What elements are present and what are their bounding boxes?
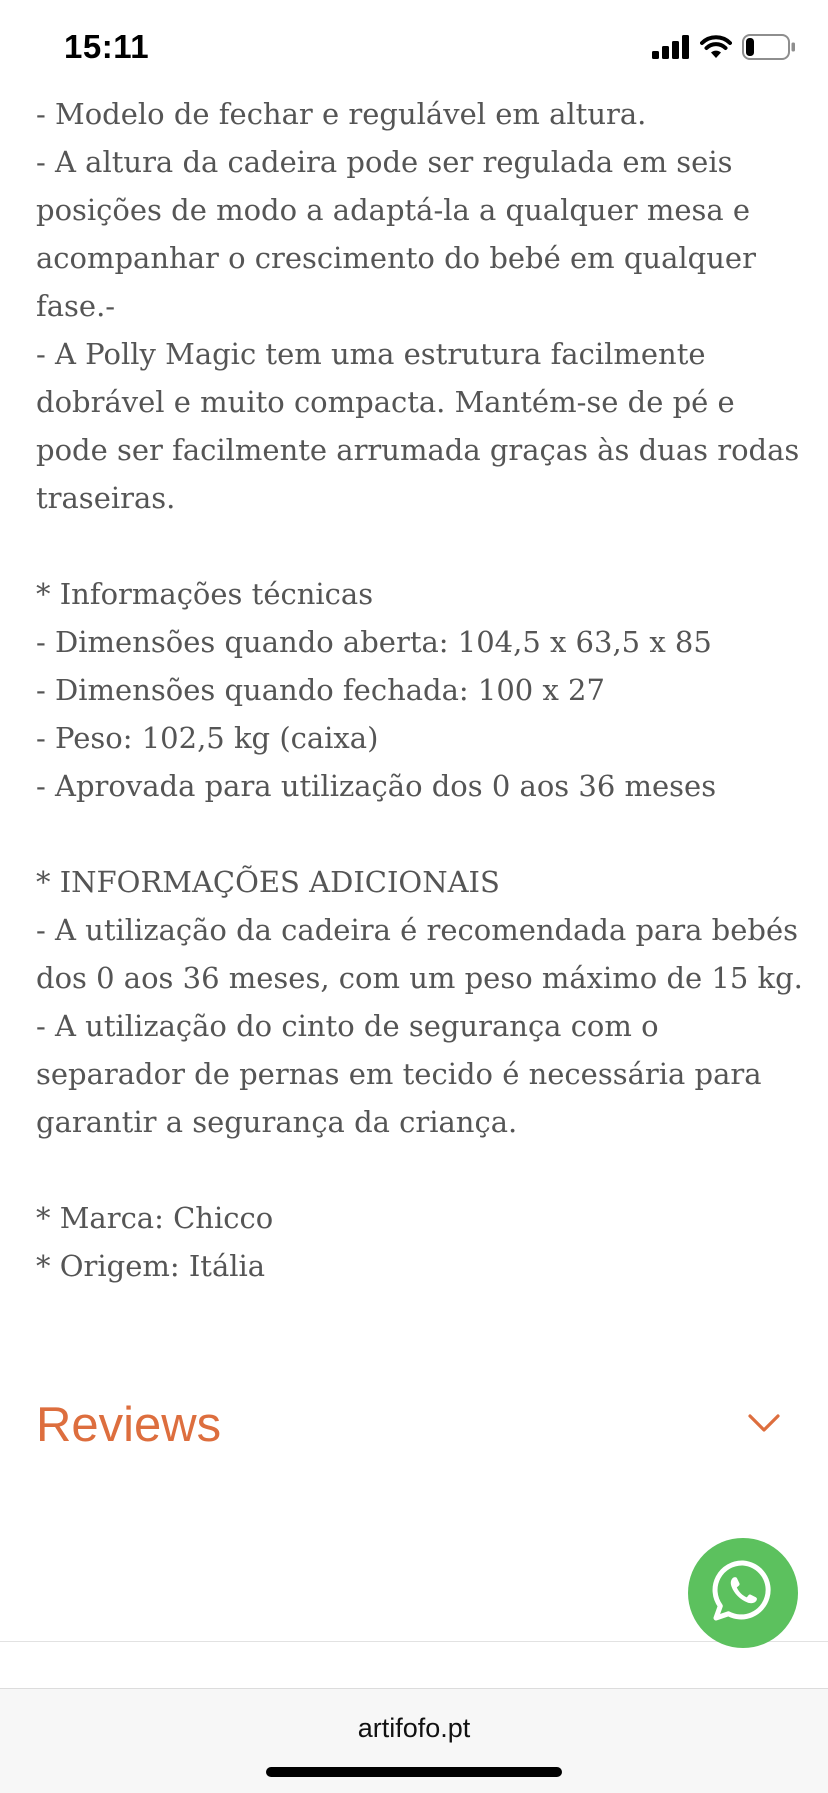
- wifi-icon: [700, 35, 732, 63]
- divider: [0, 1641, 828, 1642]
- home-indicator[interactable]: [266, 1767, 562, 1777]
- technical-info-line: - Peso: 102,5 kg (caixa): [36, 721, 379, 755]
- cellular-signal-icon: [652, 35, 690, 63]
- description-line: pode ser facilmente arrumada graças às duas rodas: [36, 433, 800, 467]
- chevron-down-icon: [747, 1412, 781, 1438]
- whatsapp-icon: [709, 1557, 777, 1629]
- technical-info-line: - Dimensões quando aberta: 104,5 x 63,5 x 85: [36, 625, 712, 659]
- status-bar: [0, 0, 828, 96]
- brand-line: * Marca: Chicco: [36, 1201, 274, 1235]
- additional-info-line: - A utilização do cinto de segurança com o: [36, 1009, 659, 1043]
- technical-info-line: - Aprovada para utilização dos 0 aos 36 meses: [36, 769, 717, 803]
- description-line: posições de modo a adaptá-la a qualquer mesa e: [36, 193, 751, 227]
- description-line: - A Polly Magic tem uma estrutura facilmente: [36, 337, 706, 371]
- additional-info-line: - A utilização da cadeira é recomendada para bebés: [36, 913, 799, 947]
- reviews-accordion-toggle[interactable]: [36, 1392, 781, 1458]
- technical-info-line: - Dimensões quando fechada: 100 x 27: [36, 673, 605, 707]
- product-description: [36, 90, 803, 1290]
- description-line: fase.-: [36, 289, 116, 323]
- whatsapp-button[interactable]: [688, 1538, 798, 1648]
- origin-line: * Origem: Itália: [36, 1249, 266, 1283]
- description-line: - A altura da cadeira pode ser regulada em seis: [36, 145, 733, 179]
- additional-info-heading: * INFORMAÇÕES ADICIONAIS: [36, 865, 500, 899]
- battery-icon: [742, 34, 796, 64]
- technical-info-heading: * Informações técnicas: [36, 577, 374, 611]
- reviews-title: Reviews: [36, 1398, 222, 1452]
- browser-url[interactable]: artifofo.pt: [357, 1713, 471, 1743]
- browser-bottom-bar: [0, 1688, 828, 1793]
- description-line: traseiras.: [36, 481, 176, 515]
- description-line: dobrável e muito compacta. Mantém-se de pé e: [36, 385, 735, 419]
- additional-info-line: separador de pernas em tecido é necessária para: [36, 1057, 762, 1091]
- description-line: acompanhar o crescimento do bebé em qualquer: [36, 241, 756, 275]
- description-line: - Modelo de fechar e regulável em altura.: [36, 97, 647, 131]
- additional-info-line: garantir a segurança da criança.: [36, 1105, 518, 1139]
- status-time: 15:11: [64, 28, 150, 65]
- status-icons: [652, 34, 796, 64]
- additional-info-line: dos 0 aos 36 meses, com um peso máximo de 15 kg.: [36, 961, 803, 995]
